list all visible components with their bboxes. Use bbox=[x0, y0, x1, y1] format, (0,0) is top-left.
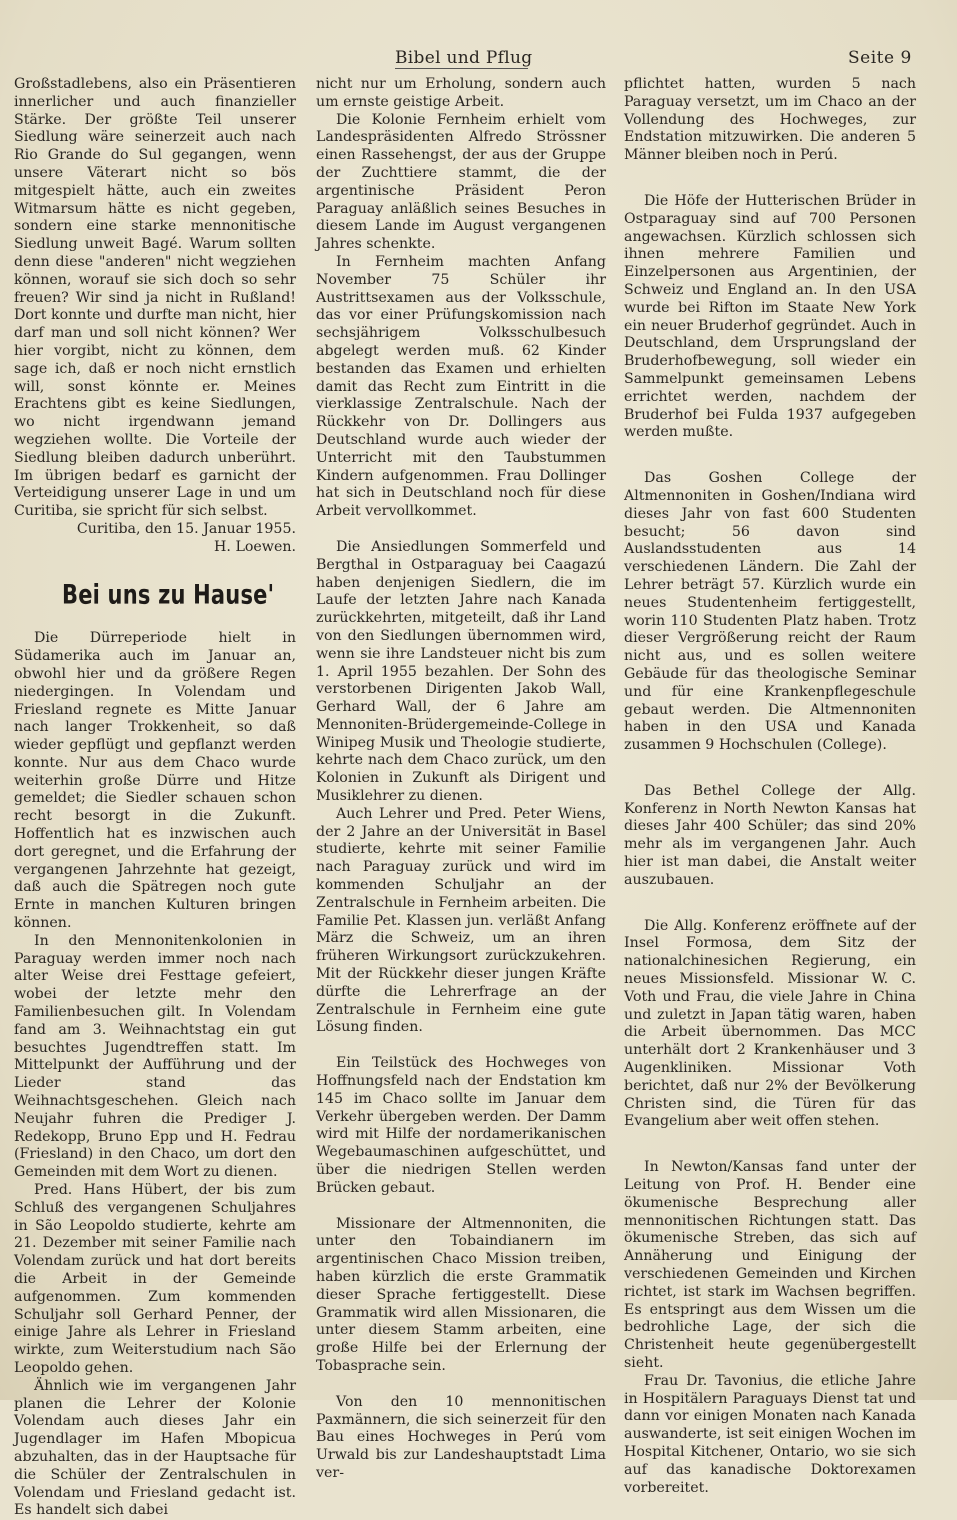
paragraph: In den Mennonitenkolonien in Paraguay werden immer noch nach alter Weise drei Festtage gefeiert, wobei der letzte mehr den Familienbesuchen gilt. In Volendam fand am 3. Weihnachtstag ein gut besuchtes Jugendtreffen statt. Im Mittelpunkt der Aufführung und der Lieder stand das Weihnachtsgeschehen. Gleich nach Neujahr fuhren die Prediger J. Redekopp, Bruno Epp und H. Fedrau (Friesland) in den Chaco, um dort den Gemeinden mit dem Wort zu dienen. bbox=[14, 932, 296, 1181]
column-middle bbox=[316, 76, 606, 1483]
author-name: H. Loewen. bbox=[214, 538, 296, 555]
signature-block bbox=[14, 521, 296, 557]
place-date: Curitiba, den 15. Januar 1955. bbox=[76, 520, 296, 537]
paragraph: Ähnlich wie im vergangenen Jahr planen die Lehrer der Kolonie Volendam auch dieses Jahr ein Jugendlager im Hafen Mbopicua abzuhalten, das in der Hauptsache für die Schüler der Zentralschulen in Volendam und Friesland gedacht ist. Es handelt sich dabei bbox=[14, 1377, 296, 1519]
paragraph: Die Kolonie Fernheim erhielt vom Landespräsidenten Alfredo Strössner einen Rassehengst, der aus der Gruppe der Zuchttiere stammt, die der argentinische Präsident Peron Paraguay anläßlich seines Besuches in diesem Lande im August vergangenen Jahres schenkte. bbox=[316, 111, 606, 253]
paragraph: Das Bethel College der Allg. Konferenz in North Newton Kansas hat dieses Jahr 400 Schüler; das sind 20% mehr als im vergangenen Jahr. Auch hier ist man dabei, die Anstalt weiter auszubauen. bbox=[624, 782, 916, 888]
paragraph: Frau Dr. Tavonius, die etliche Jahre in Hospitälern Paraguays Dienst tat und dann vor einigen Monaten nach Kanada auswanderte, ist seit einigen Wochen im Hospital Kitchener, Ontario, wo sie sich auf das kanadische Doktorexamen vorbereitet. bbox=[624, 1372, 916, 1496]
paragraph: Die Dürreperiode hielt in Südamerika auch im Januar an, obwohl hier und da größere Regen niedergingen. In Volendam und Friesland regnete es Mitte Januar nach langer Trokkenheit, so daß wieder gepflügt und gepflanzt werden konnte. Nur aus dem Chaco wurde weiterhin große Dürre und Hitze gemeldet; die Siedler schauen schon recht besorgt in die Zukunft. Hoffentlich hat es inzwischen auch dort geregnet, und die Erfahrung der vergangenen Jahrzehnte hat gezeigt, daß auch die Spätregen noch gute Ernte in manchen Kulturen bringen können. bbox=[14, 630, 296, 932]
article-continuation: pflichtet hatten, wurden 5 nach Paraguay versetzt, um im Chaco an der Vollendung des Hochweges, zur Endstation mitzuwirken. Die anderen 5 Männer bleiben noch in Perú. bbox=[624, 76, 916, 164]
article-continuation: Großstadlebens, also ein Präsentieren innerlicher und auch finanzieller Stärke. Der größte Teil unserer Siedlung wäre seinerzeit auch nach Rio Grande do Sul gegangen, wenn unsere Väterart nicht so bös mitgespielt hätte, auch ein zweites Witmarsum hätte es nicht gegeben, sondern eine starke mennonitische Siedlung unweit Bagé. Warum sollten denn diese "anderen" nicht wegziehen können, worauf sie sich doch so sehr freuen? Wir sind ja nicht in Rußland! Dort konnte und durfte man nicht, hier darf man und soll nicht können? Wer hier vorgibt, nicht zu können, dem sage ich, daß er noch nicht ernstlich will, sonst könnte er. Meines Erachtens gibt es keine Siedlungen, wo nicht irgendwann jemand wegziehen wollte. Die Vorteile der Siedlung bleiben dadurch unberührt. Im übrigen bedarf es garnicht der Verteidigung unserer Lage in und um Curitiba, sie spricht für sich selbst. bbox=[14, 76, 296, 520]
page-number: Seite 9 bbox=[848, 48, 912, 68]
paragraph: Die Höfe der Hutterischen Brüder in Ostparaguay sind auf 700 Personen angewachsen. Kürzlich schlossen sich ihnen mehrere Familien und Einzelpersonen aus Argentinien, der Schweiz und England an. In den USA wurde bei Rifton im Staate New York ein neuer Bruderhof gegründet. Auch in Deutschland, dem Ursprungsland der Bruderhofbewegung, soll wieder ein Sammelpunkt gemeinsamen Lebens errichtet werden, nachdem der Bruderhof bei Fulda 1937 aufgegeben werden mußte. bbox=[624, 192, 916, 441]
paragraph: Ein Teilstück des Hochweges von Hoffnungsfeld nach der Endstation km 145 im Chaco sollte im Januar dem Verkehr übergeben werden. Der Damm wird mit Hilfe der nordamerikanischen Wegebaumaschinen aufgeschüttet, und über die niedrigen Stellen werden Brücken gebaut. bbox=[316, 1055, 606, 1196]
publication-title: Bibel und Pflug bbox=[395, 48, 533, 68]
column-left bbox=[14, 76, 296, 1520]
paragraph: Die Ansiedlungen Sommerfeld und Bergthal in Ostparaguay bei Caagazú haben denjenigen Siedlern, die im Laufe der letzten Jahre nach Kanada zurückkehrten, mitgeteilt, daß ihr Land von den Siedlungen übernommen wird, wenn sie ihre Landsteuer nicht bis zum 1. April 1955 bezahlen. Der Sohn des verstorbenen Dirigenten Jakob Wall, Gerhard Wall, der 6 Jahre am Mennoniten-Brüdergemeinde-College in Winipeg Musik und Theologie studierte, kehrte nach dem Chaco zurück, um den Kolonien in Zukunft als Dirigent und Musiklehrer zu dienen. bbox=[316, 538, 606, 805]
paragraph: Von den 10 mennonitischen Paxmännern, die sich seinerzeit für den Bau eines Hochweges in Perú vom Urwald bis zur Landeshauptstadt Lima ver- bbox=[316, 1393, 606, 1481]
paragraph: Auch Lehrer und Pred. Peter Wiens, der 2 Jahre an der Universität in Basel studierte, kehrte mit seiner Familie nach Paraguay zurück und wird im kommenden Schuljahr an der Zentralschule in Fernheim arbeiten. Die Familie Pet. Klassen jun. verläßt Anfang März die Schweiz, um an ihren früheren Wirkungsort zurückzukehren. Mit der Rückkehr dieser jungen Kräfte dürfte die Lehrerfrage an der Zentralschule in Fernheim eine gute Lösung finden. bbox=[316, 805, 606, 1036]
header-rule bbox=[395, 68, 528, 69]
column-right bbox=[624, 76, 916, 1497]
paragraph: In Fernheim machten Anfang November 75 Schüler ihr Austrittsexamen aus der Volksschule, das vor einer Prüfungskomission nach sechsjährigem Volksschulbesuch abgelegt werden muß. 62 Kinder bestanden das Examen und erhielten damit das Recht zum Eintritt in die vierklassige Zentralschule. Nach der Rückkehr von Dr. Dollingers aus Deutschland wurde auch wieder der Unterricht mit den Taubstummen Kindern aufgenommen. Frau Dollinger hat sich in Deutschland noch für diese Arbeit vervollkommet. bbox=[316, 253, 606, 520]
paragraph: Das Goshen College der Altmennoniten in Goshen/Indiana wird dieses Jahr von fast 600 Studenten besucht; 56 davon sind Auslandsstudenten aus 14 verschiedenen Ländern. Die Zahl der Lehrer beträgt 57. Kürzlich wurde ein neues Studentenheim fertiggestellt, worin 110 Studenten Platz haben. Trotz dieser Vergrößerung reicht der Raum nicht aus, und es sollen weitere Gebäude für das theologische Seminar und für eine Krankenpflegeschule gebaut werden. Die Altmennoniten haben in den USA und Kanada zusammen 9 Hochschulen (College). bbox=[624, 470, 916, 754]
article-continuation: nicht nur um Erholung, sondern auch um ernste geistige Arbeit. bbox=[316, 76, 606, 110]
paragraph: Missionare der Altmennoniten, die unter den Tobaindianern im argentinischen Chaco Mission treiben, haben kürzlich die erste Grammatik dieser Sprache fertiggestellt. Diese Grammatik wird allen Missionaren, die unter diesem Stamm arbeiten, eine große Hilfe bei der Erlernung der Tobasprache sein. bbox=[316, 1215, 606, 1374]
paragraph: Die Allg. Konferenz eröffnete auf der Insel Formosa, dem Sitz der nationalchinesichen Regierung, ein neues Missionsfeld. Missionar W. C. Voth und Frau, die viele Jahre in China und zuletzt in Japan tätig waren, haben die Arbeit übernommen. Das MCC unterhält dort 2 Krankenhäuser und 3 Augenkliniken. Missionar Voth berichtet, daß nur 2% der Bevölkerung Christen sind, die Türen für das Evangelium aber weit offen stehen. bbox=[624, 917, 916, 1130]
section-heading: Bei uns zu Hause' bbox=[62, 579, 275, 610]
paragraph: In Newton/Kansas fand unter der Leitung von Prof. H. Bender eine ökumenische Besprechung aller mennonitischen Richtungen statt. Das ökumenische Streben, das sich auf Annäherung und Einigung der verschiedenen Gemeinden und Kirchen richtet, ist stark im Wachsen begriffen. Es entspringt aus dem Wissen um die bedrohliche Lage, der sich die Christenheit heute gegenübergestellt sieht. bbox=[624, 1159, 916, 1371]
paragraph: Pred. Hans Hübert, der bis zum Schluß des vergangenen Schuljahres in São Leopoldo studierte, kehrte am 21. Dezember mit seiner Familie nach Volendam zurück und hat dort bereits die Arbeit in der Gemeinde aufgenommen. Zum kommenden Schuljahr soll Gerhard Penner, der einige Jahre als Lehrer in Friesland wirkte, zum Weiterstudium nach São Leopoldo gehen. bbox=[14, 1182, 296, 1376]
